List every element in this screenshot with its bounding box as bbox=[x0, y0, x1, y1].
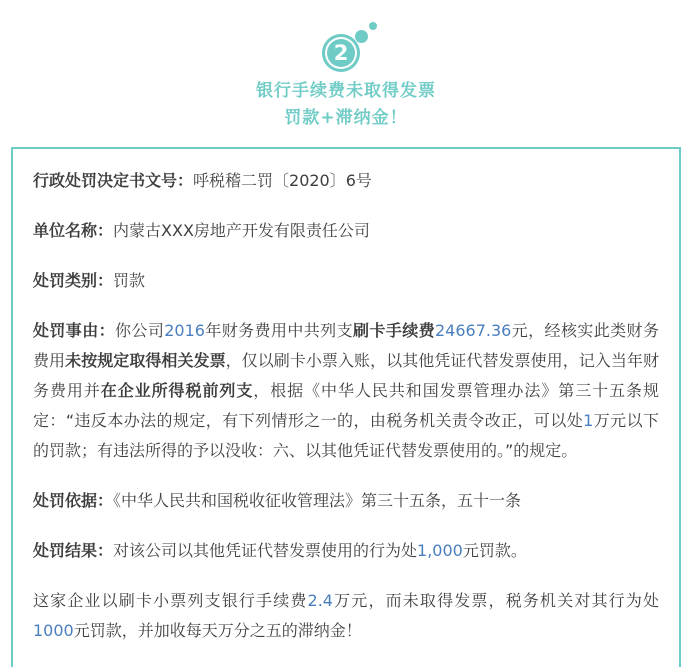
penalty-document-body bbox=[33, 166, 659, 646]
text-run: 万元以下的罚款；有违法所得的予以没收：六、以其他凭证代替发票使用的。”的规定。 bbox=[33, 411, 659, 460]
text-run: 元罚款，并加收每天万分之五的滞纳金！ bbox=[73, 621, 362, 640]
text-run: 元罚款。 bbox=[462, 541, 527, 560]
text-run: 24667.36 bbox=[435, 321, 512, 340]
field-label: 单位名称： bbox=[33, 221, 114, 240]
text-run: ，根据《中华人民共和国发票管理办法》第三十五条规定：“违反本办法的规定，有下列情形之一的，由税务机关责令改正，可以处 bbox=[33, 381, 659, 430]
decorative-dot-small-icon bbox=[369, 22, 377, 30]
doc-paragraph-1 bbox=[33, 216, 659, 246]
text-run: 万元，而未取得发票，税务机关对其行为处 bbox=[332, 591, 659, 610]
text-run: 这家企业以刷卡小票列支银行手续费 bbox=[33, 591, 308, 610]
text-run: 1 bbox=[583, 411, 594, 430]
field-label: 处罚类别： bbox=[33, 271, 114, 290]
penalty-document-card bbox=[11, 147, 681, 667]
doc-paragraph-0 bbox=[33, 166, 659, 196]
text-run: 2.4 bbox=[307, 591, 333, 610]
text-run: 对该公司以其他凭证代替发票使用的行为处 bbox=[113, 541, 418, 560]
section-title-line-2: 罚款+滞纳金！ bbox=[284, 108, 408, 128]
text-run: 罚款 bbox=[113, 271, 146, 290]
text-run: 未按规定取得相关发票 bbox=[65, 351, 226, 370]
text-run: 你公司 bbox=[115, 321, 165, 340]
doc-paragraph-2 bbox=[33, 266, 659, 296]
text-run: ，仅以刷卡小票入账，以其他凭证代替发票使用，记入当年财务费用并 bbox=[33, 351, 659, 400]
text-run: 元，经核实此类财务费用 bbox=[33, 321, 659, 370]
text-run: 1,000 bbox=[417, 541, 463, 560]
step-number-circle bbox=[322, 34, 360, 72]
section-title bbox=[0, 78, 692, 132]
text-run: 2016 bbox=[164, 321, 205, 340]
text-run: 年财务费用中共列支 bbox=[204, 321, 353, 340]
field-label: 处罚事由： bbox=[33, 321, 116, 340]
field-label: 处罚依据： bbox=[33, 491, 114, 510]
doc-paragraph-3 bbox=[33, 316, 659, 466]
section-title-line-1: 银行手续费未取得发票 bbox=[256, 81, 436, 101]
step-number: 2 bbox=[333, 40, 349, 65]
doc-paragraph-6 bbox=[33, 586, 659, 646]
doc-paragraph-4 bbox=[33, 486, 659, 516]
text-run: 呼税稽二罚〔2020〕6号 bbox=[193, 171, 372, 190]
section-header bbox=[0, 0, 692, 132]
doc-paragraph-5 bbox=[33, 536, 659, 566]
field-label: 处罚结果： bbox=[33, 541, 114, 560]
text-run: 《中华人民共和国税收征收管理法》第三十五条，五十一条 bbox=[113, 491, 522, 510]
decorative-dot-medium-icon bbox=[355, 30, 368, 43]
text-run: 内蒙古XXX房地产开发有限责任公司 bbox=[113, 221, 370, 240]
text-run: 在企业所得税前列支 bbox=[100, 381, 254, 400]
text-run: 刷卡手续费 bbox=[352, 321, 435, 340]
text-run: 1000 bbox=[33, 621, 74, 640]
field-label: 行政处罚决定书文号： bbox=[33, 171, 194, 190]
step-badge bbox=[314, 18, 378, 72]
